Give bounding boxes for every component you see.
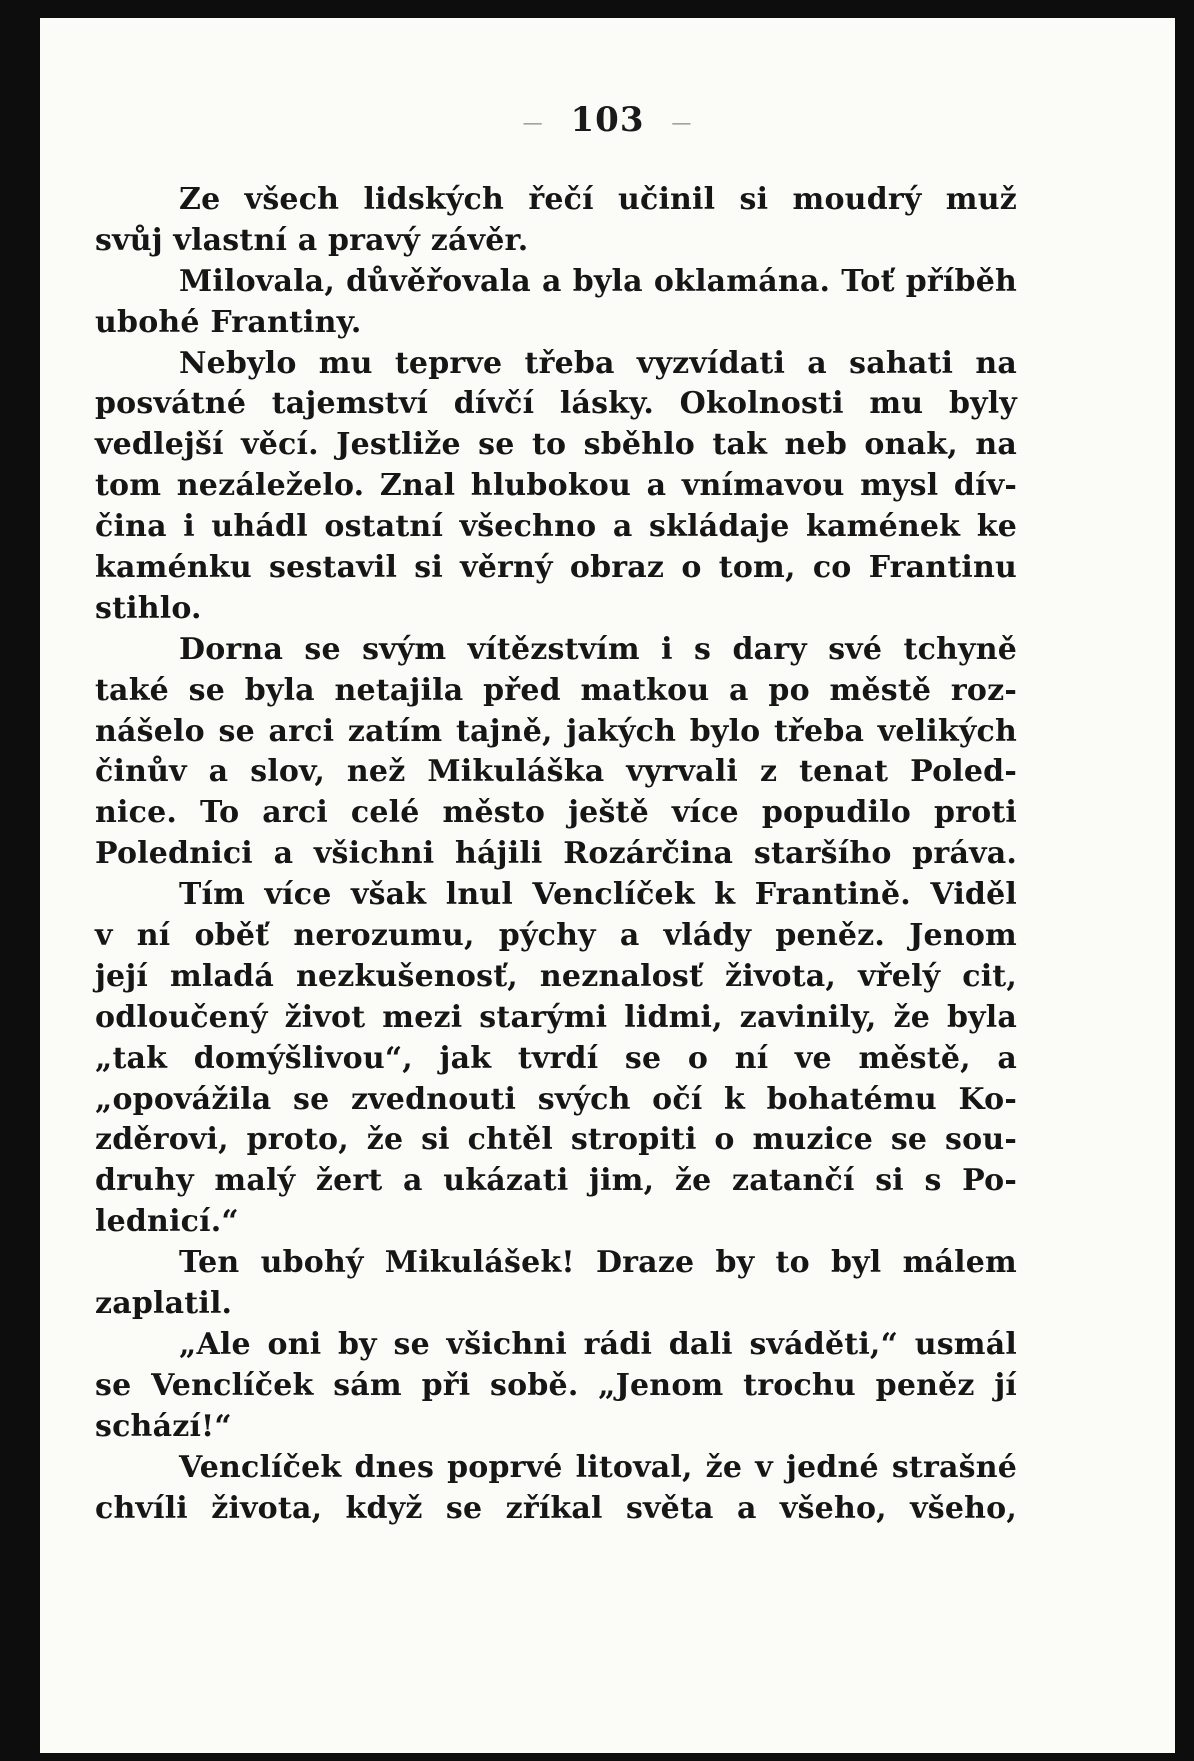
text-line: Ze všech lidských řečí učinil si moudrý muž <box>179 182 1017 217</box>
text-line: posvátné tajemství dívčí lásky. Okolnosti mu byly <box>95 386 1017 422</box>
text-line: schází!“ <box>95 1408 232 1444</box>
text-line: Ten ubohý Mikulášek! Draze by to byl málem <box>179 1245 1017 1281</box>
text-line: lednicí.“ <box>95 1204 239 1240</box>
text-line: činův a slov, než Mikuláška vyrvali z tenat Poled- <box>95 754 1017 790</box>
text-line: její mladá nezkušenosť, neznalosť života, vřelý cit, <box>95 958 1017 994</box>
text-line: Venclíček dnes poprvé litoval, že v jedné strašné <box>179 1449 1017 1485</box>
text-line: ubohé Frantiny. <box>95 304 362 340</box>
text-line: nice. To arci celé město ještě více popudilo proti <box>95 795 1017 831</box>
page-number-header <box>40 100 1175 140</box>
text-line: svůj vlastní a pravý závěr. <box>95 222 529 258</box>
text-line: nášelo se arci zatím tajně, jakých bylo třeba velikých <box>95 713 1017 749</box>
text-line: kaménku sestavil si věrný obraz o tom, co Frantinu <box>95 550 1017 586</box>
text-line: odloučený život mezi starými lidmi, zavinily, že byla <box>95 999 1017 1035</box>
text-line: zděrovi, proto, že si chtěl stropiti o muzice se sou- <box>95 1122 1017 1158</box>
text-line: „Ale oni by se všichni rádi dali sváděti,“ usmál <box>179 1326 1017 1362</box>
text-line: také se byla netajila před matkou a po městě roz- <box>95 672 1017 708</box>
text-line: chvíli života, když se zříkal světa a všeho, všeho, <box>95 1490 1017 1526</box>
text-line: se Venclíček sám při sobě. „Jenom trochu peněz jí <box>95 1367 1017 1403</box>
text-line: čina i uhádl ostatní všechno a skládaje kamének ke <box>95 509 1017 545</box>
text-line: Tím více však lnul Venclíček k Frantině. Viděl <box>179 877 1017 913</box>
text-line: tom nezáleželo. Znal hlubokou a vnímavou mysl dív- <box>95 468 1017 504</box>
page-number: 103 <box>570 100 645 140</box>
text-line: Nebylo mu teprve třeba vyzvídati a sahati na <box>179 345 1017 381</box>
page-number-dash-right: — <box>671 110 693 134</box>
text-line: „tak domýšlivou“, jak tvrdí se o ní ve městě, a <box>95 1040 1017 1076</box>
text-line: „opovážila se zvednouti svých očí k bohatému Ko- <box>95 1081 1017 1117</box>
text-line: Milovala, důvěřovala a byla oklamána. Toť příběh <box>179 263 1017 299</box>
text-line: druhy malý žert a ukázati jim, že zatančí si s Po- <box>95 1163 1017 1199</box>
page-number-dash-left: — <box>522 110 544 134</box>
text-line: v ní oběť nerozumu, pýchy a vlády peněz. Jenom <box>95 918 1017 954</box>
text-line: Polednici a všichni hájili Rozárčina staršího práva. <box>95 836 1017 872</box>
text-line: vedlejší věcí. Jestliže se to sběhlo tak neb onak, na <box>95 427 1017 463</box>
text-line: zaplatil. <box>95 1286 233 1322</box>
text-line: stihlo. <box>95 590 202 626</box>
page-text-body <box>95 180 1017 1529</box>
text-line: Dorna se svým vítězstvím i s dary své tchyně <box>179 631 1017 667</box>
